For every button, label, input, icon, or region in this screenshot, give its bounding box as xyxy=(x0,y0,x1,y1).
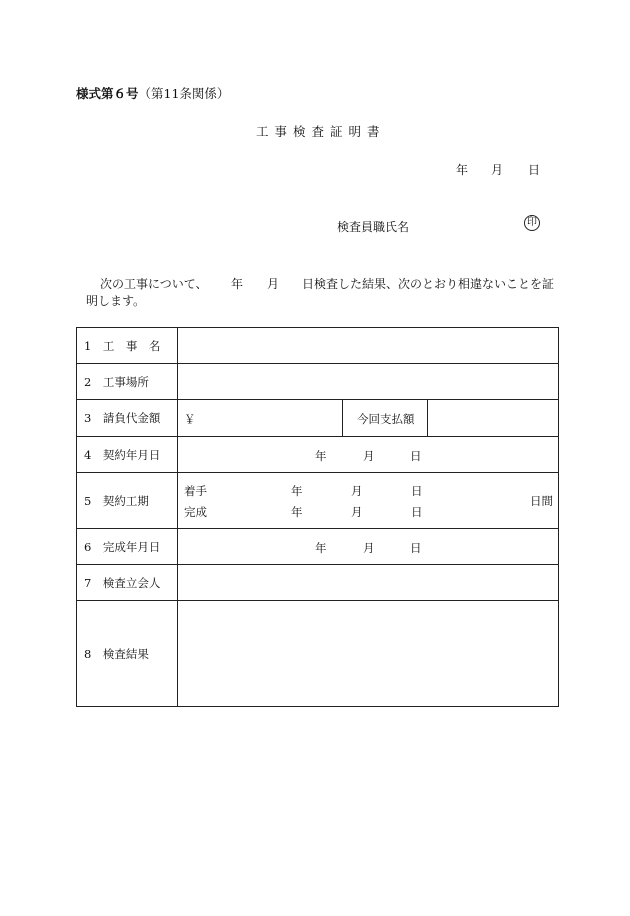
project-name-value[interactable] xyxy=(178,328,559,364)
contract-amount-value[interactable] xyxy=(178,400,343,436)
result-label: 検査結果 xyxy=(102,646,149,661)
row-label-result: 8 検査結果 xyxy=(77,601,178,707)
location-label: 工事場所 xyxy=(102,374,149,389)
form-number-bold: 様式第６号 xyxy=(76,86,139,101)
date-day: 日 xyxy=(528,163,541,177)
row-label-location: 2 工事場所 xyxy=(77,364,178,400)
witness-value[interactable] xyxy=(178,565,559,601)
yen-sign: ￥ xyxy=(184,412,196,426)
table-row xyxy=(77,437,559,473)
table-row xyxy=(77,328,559,364)
row-label-completion-date: 6 完成年月日 xyxy=(77,529,178,565)
statement-part1: 次の工事について、 xyxy=(100,277,208,291)
witness-label: 検査立会人 xyxy=(102,575,161,590)
table-row xyxy=(77,364,559,400)
date-year: 年 xyxy=(456,163,469,177)
statement-month: 月 xyxy=(267,277,280,291)
start-label: 着手 xyxy=(184,484,207,498)
contract-date-label: 契約年月日 xyxy=(102,447,161,462)
form-number xyxy=(76,84,229,102)
result-value[interactable] xyxy=(178,601,559,707)
form-number-article: （第11条関係） xyxy=(138,86,230,101)
completion-date-value[interactable]: 年 月 日 xyxy=(178,529,559,565)
row-label-project: 1 工 事 名 xyxy=(77,328,178,364)
current-payment-value[interactable] xyxy=(428,400,558,436)
statement-part2: 日検査した結果、次のとおり相違ないことを証 xyxy=(302,277,555,291)
document-title: 工事検査証明書 xyxy=(256,124,386,139)
contract-amount-label: 請負代金額 xyxy=(102,411,161,425)
table-row xyxy=(77,473,559,529)
contract-date-value[interactable]: 年 月 日 xyxy=(178,437,559,473)
row-label-contract-period: 5 契約工期 xyxy=(77,473,178,529)
current-payment-label: 今回支払額 xyxy=(357,412,415,426)
row-label-contract-amount: 3 請負代金額 xyxy=(77,400,178,437)
days-label: 日間 xyxy=(530,494,553,508)
row-label-witness: 7 検査立会人 xyxy=(77,565,178,601)
contract-period-label: 契約工期 xyxy=(102,493,149,508)
seal-mark: 印 xyxy=(524,215,540,231)
location-value[interactable] xyxy=(178,364,559,400)
inspection-table xyxy=(76,327,559,707)
inspector-label: 検査員職氏名 xyxy=(337,220,410,234)
contract-period-value[interactable]: 着手 年 月 日 完成 年 月 日 日間 xyxy=(178,473,559,529)
date-month: 月 xyxy=(491,163,504,177)
table-row xyxy=(77,601,559,707)
statement-year: 年 xyxy=(231,277,244,291)
end-label: 完成 xyxy=(184,505,207,519)
current-payment-label-cell xyxy=(343,400,428,436)
statement-part3: 明します。 xyxy=(86,294,146,308)
project-name-label: 工 事 名 xyxy=(102,338,161,353)
table-row xyxy=(77,565,559,601)
table-row xyxy=(77,400,559,437)
row-label-contract-date: 4 契約年月日 xyxy=(77,437,178,473)
completion-date-label: 完成年月日 xyxy=(102,539,161,554)
table-row xyxy=(77,529,559,565)
